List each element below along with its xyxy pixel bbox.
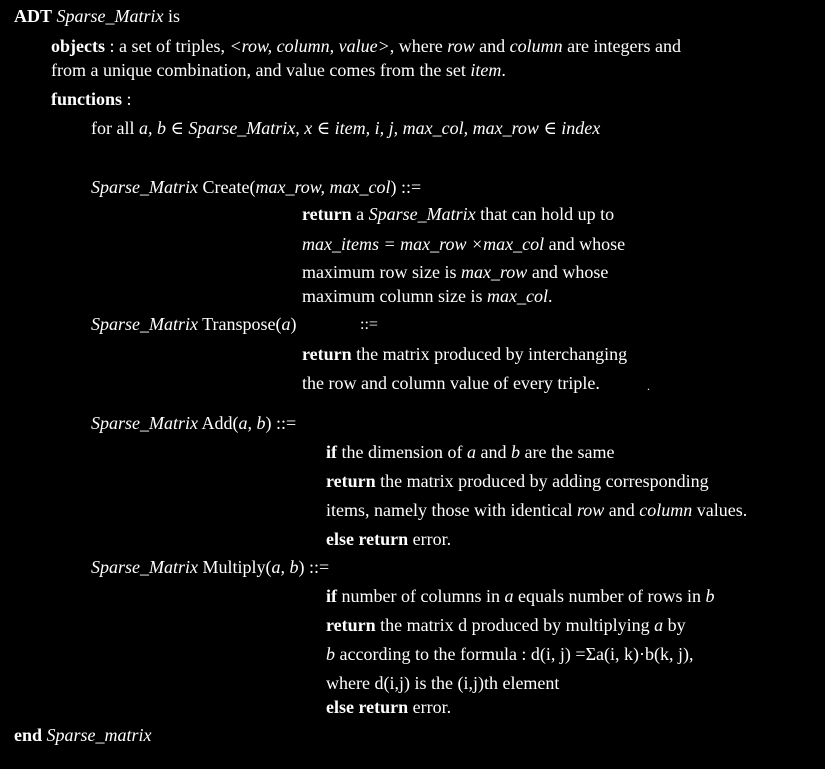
create-text: a — [351, 204, 369, 224]
transpose-signature — [91, 315, 297, 333]
functions-colon: : — [122, 89, 132, 109]
transpose-text: the row and column value of every triple. — [302, 373, 600, 393]
objects-row-term: row — [447, 36, 475, 56]
multiply-params: a, b — [271, 557, 299, 577]
multiply-line-1 — [326, 587, 714, 605]
multiply-assign: ) ::= — [298, 557, 330, 577]
create-text: and whose — [527, 262, 609, 282]
add-line-1 — [326, 443, 614, 461]
stray-dot: . — [647, 379, 650, 393]
multiply-text: equals number of rows in — [513, 586, 706, 606]
create-max-col: max_col — [486, 286, 548, 306]
objects-line-2 — [51, 61, 506, 79]
adt-is: is — [168, 6, 181, 26]
element-of-symbol: ∈ — [165, 118, 189, 138]
forall-index: index — [561, 118, 601, 138]
return-keyword: return — [302, 204, 352, 224]
transpose-params: a — [281, 314, 291, 334]
add-line-3 — [326, 501, 747, 519]
objects-label: objects — [51, 36, 105, 56]
create-return-type: Sparse_Matrix — [91, 177, 198, 197]
create-line-3 — [302, 263, 608, 281]
transpose-line-2 — [302, 374, 600, 392]
multiply-line-3 — [326, 645, 694, 663]
create-text: . — [547, 286, 553, 306]
create-function-name: Create( — [198, 177, 256, 197]
create-type: Sparse_Matrix — [368, 204, 476, 224]
multiply-formula: according to the formula : d(i, j) =Σa(i, k)·b(k, j), — [335, 644, 694, 664]
add-line-2 — [326, 472, 709, 490]
transpose-function-name: Transpose( — [198, 314, 282, 334]
multiply-line-4 — [326, 674, 559, 692]
transpose-text: the matrix produced by interchanging — [351, 344, 628, 364]
forall-vars: a, b — [138, 118, 166, 138]
if-keyword: if — [326, 586, 337, 606]
create-max-row: max_row — [460, 262, 528, 282]
create-line-2 — [302, 235, 625, 253]
add-signature — [91, 414, 296, 432]
add-var-a: a — [466, 442, 476, 462]
add-return-type: Sparse_Matrix — [91, 413, 198, 433]
transpose-return-type: Sparse_Matrix — [91, 314, 198, 334]
functions-label: functions — [51, 89, 123, 109]
objects-text: , where — [389, 36, 448, 56]
objects-triple: <row, column, value> — [229, 36, 390, 56]
multiply-text: the matrix d produced by multiplying — [375, 615, 655, 635]
else-return-keyword: else return — [326, 529, 409, 549]
transpose-assign: ::= — [360, 316, 378, 333]
add-row-term: row — [576, 500, 605, 520]
objects-item-term: item — [470, 60, 502, 80]
add-text: items, namely those with identical — [326, 500, 577, 520]
create-max-items: max_items = max_row ×max_col — [302, 234, 545, 254]
add-params: a, b — [238, 413, 266, 433]
element-of-symbol: ∈ — [312, 118, 335, 138]
create-text: and whose — [544, 234, 626, 254]
adt-keyword: ADT — [14, 6, 53, 26]
add-text: and — [475, 442, 511, 462]
add-text: and — [604, 500, 640, 520]
objects-column-term: column — [509, 36, 563, 56]
return-keyword: return — [326, 471, 376, 491]
end-name: Sparse_matrix — [46, 725, 152, 745]
adt-name: Sparse_Matrix — [56, 6, 164, 26]
add-line-4 — [326, 530, 451, 548]
objects-text: and — [474, 36, 510, 56]
objects-text: . — [501, 60, 506, 80]
add-text: the matrix produced by adding corresponding — [375, 471, 709, 491]
multiply-text: number of columns in — [337, 586, 505, 606]
multiply-var-a: a — [654, 615, 664, 635]
add-text: are the same — [519, 442, 615, 462]
return-keyword: return — [302, 344, 352, 364]
create-text: maximum column size is — [302, 286, 487, 306]
multiply-var-b: b — [326, 644, 335, 664]
forall-vars: Sparse_Matrix, x — [188, 118, 313, 138]
add-assign: ) ::= — [265, 413, 297, 433]
objects-text: from a unique combination, and value comes from the set — [51, 60, 471, 80]
functions-heading — [51, 90, 132, 108]
end-line — [14, 726, 152, 744]
multiply-line-5 — [326, 698, 451, 716]
forall-vars: item, i, j, max_col, max_row — [334, 118, 539, 138]
end-keyword: end — [14, 725, 43, 745]
add-text: the dimension of — [337, 442, 467, 462]
create-params: max_row, max_col — [255, 177, 391, 197]
multiply-line-2 — [326, 616, 686, 634]
add-text: values. — [692, 500, 748, 520]
multiply-return-type: Sparse_Matrix — [91, 557, 198, 577]
objects-text: : a set of triples, — [104, 36, 230, 56]
if-keyword: if — [326, 442, 337, 462]
create-signature — [91, 178, 421, 196]
multiply-text: where d(i,j) is the (i,j)th element — [326, 673, 560, 693]
create-text: that can hold up to — [475, 204, 615, 224]
forall-text: for all — [91, 118, 139, 138]
multiply-signature — [91, 558, 329, 576]
transpose-close: ) — [290, 314, 297, 334]
add-column-term: column — [639, 500, 693, 520]
else-return-keyword: else return — [326, 697, 409, 717]
multiply-var-b: b — [705, 586, 715, 606]
create-line-4 — [302, 287, 552, 305]
forall-line — [91, 119, 600, 137]
multiply-text: by — [663, 615, 686, 635]
create-line-1 — [302, 205, 614, 223]
objects-line-1 — [51, 37, 681, 55]
return-keyword: return — [326, 615, 376, 635]
element-of-symbol: ∈ — [538, 118, 562, 138]
create-text: maximum row size is — [302, 262, 461, 282]
add-var-b: b — [510, 442, 520, 462]
objects-text: are integers and — [562, 36, 682, 56]
create-assign: ) ::= — [390, 177, 422, 197]
multiply-function-name: Multiply( — [198, 557, 272, 577]
adt-header — [14, 7, 180, 25]
multiply-text: error. — [408, 697, 452, 717]
multiply-var-a: a — [504, 586, 514, 606]
add-function-name: Add( — [198, 413, 239, 433]
add-text: error. — [408, 529, 452, 549]
transpose-line-1 — [302, 345, 627, 363]
